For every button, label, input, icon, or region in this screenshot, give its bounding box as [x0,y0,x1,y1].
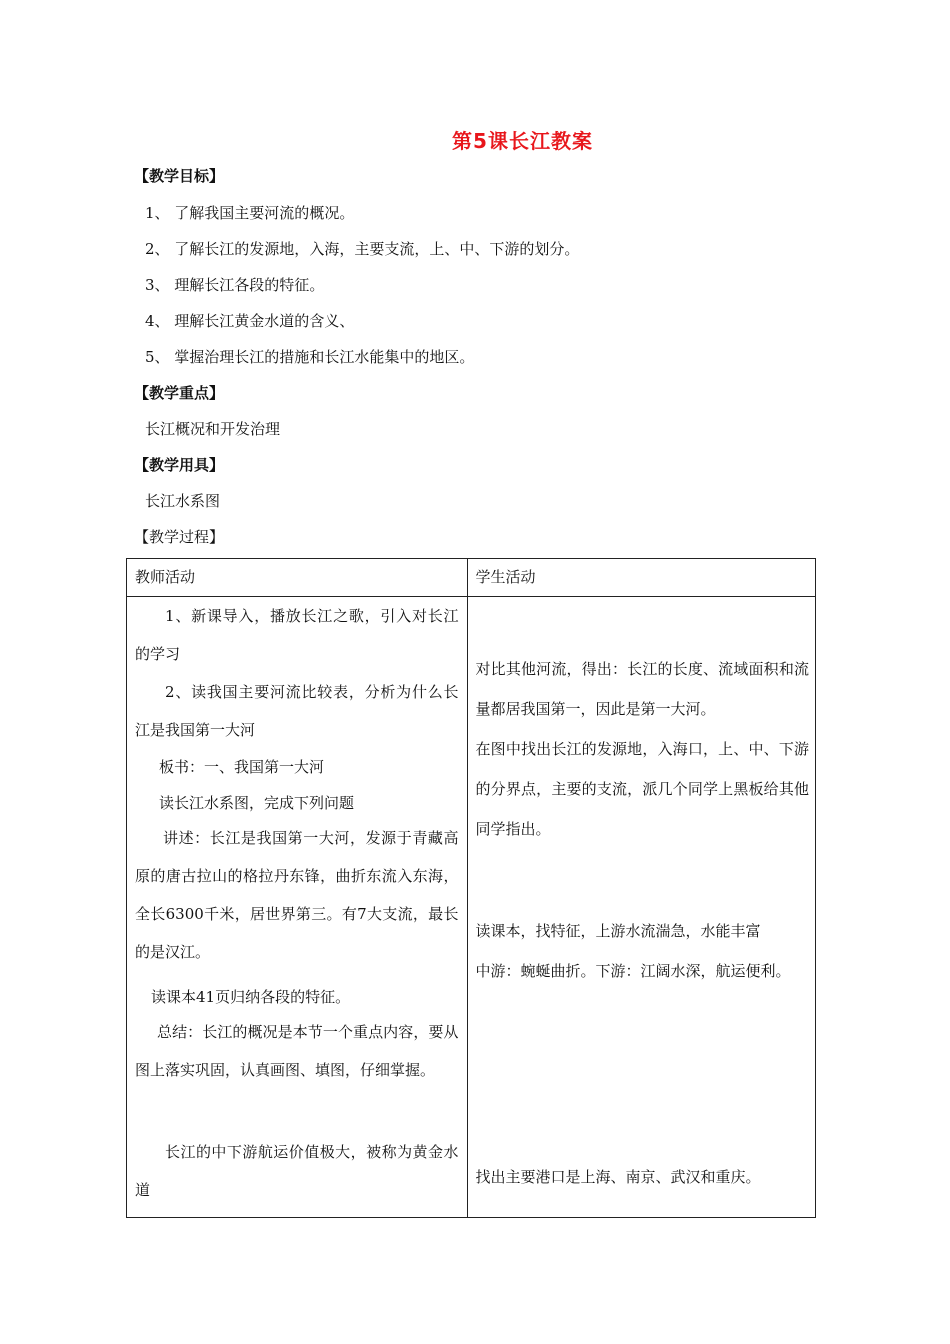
objective-item-4: 4、 理解长江黄金水道的含义、 [145,312,355,330]
teacher-activity-header: 教师活动 [127,559,468,597]
objective-item-1: 1、 了解我国主要河流的概况。 [145,204,355,222]
process-heading: 【教学过程】 [134,528,225,546]
objective-item-2: 2、 了解长江的发源地，入海，主要支流，上、中、下游的划分。 [145,240,580,258]
student-paragraph-3: 读课本，找特征，上游水流湍急，水能丰富 [475,922,761,940]
objective-item-3: 3、 理解长江各段的特征。 [145,276,325,294]
teacher-activity-cell [127,597,468,1218]
teacher-paragraph-7: 总结：长江的概况是本节一个重点内容，要从图上落实巩固，认真画图、填图，仔细掌握。 [135,1023,459,1079]
student-paragraph-4: 中游：蜿蜒曲折。下游：江阔水深，航运便利。 [475,962,791,980]
student-paragraph-5: 找出主要港口是上海、南京、武汉和重庆。 [475,1168,761,1186]
objective-item-5: 5、 掌握治理长江的措施和长江水能集中的地区。 [145,348,475,366]
tools-heading: 【教学用具】 [134,456,225,474]
tools-text: 长江水系图 [145,492,221,510]
teacher-paragraph-6: 读课本41页归纳各段的特征。 [151,988,351,1006]
teacher-paragraph-5: 讲述：长江是我国第一大河，发源于青藏高原的唐古拉山的格拉丹东锋，曲折东流入东海，全长6300千米，居世界第三。有7大支流，最长的是汉江。 [135,829,459,961]
table-header-row [127,559,816,597]
teacher-paragraph-3: 板书：一、我国第一大河 [159,758,325,776]
teacher-paragraph-8: 长江的中下游航运价值极大，被称为黄金水道 [135,1143,459,1199]
document-title: 第5课长江教案 [452,129,593,153]
process-table [126,558,816,1218]
teacher-paragraph-4: 读长江水系图，完成下列问题 [159,794,355,812]
student-paragraph-2: 在图中找出长江的发源地，入海口，上、中、下游的分界点，主要的支流，派几个同学上黑板给其他同学指出。 [475,740,809,838]
teacher-paragraph-1: 1、新课导入，播放长江之歌，引入对长江的学习 [135,607,459,663]
student-paragraph-1: 对比其他河流，得出：长江的长度、流域面积和流量都居我国第一，因此是第一大河。 [475,660,809,718]
objectives-heading: 【教学目标】 [134,167,225,185]
key-points-text: 长江概况和开发治理 [145,420,281,438]
key-points-heading: 【教学重点】 [134,384,225,402]
table-body-row [127,597,816,1218]
teacher-paragraph-2: 2、读我国主要河流比较表，分析为什么长江是我国第一大河 [135,683,459,739]
student-activity-cell [467,597,816,1218]
student-activity-header: 学生活动 [467,559,816,597]
